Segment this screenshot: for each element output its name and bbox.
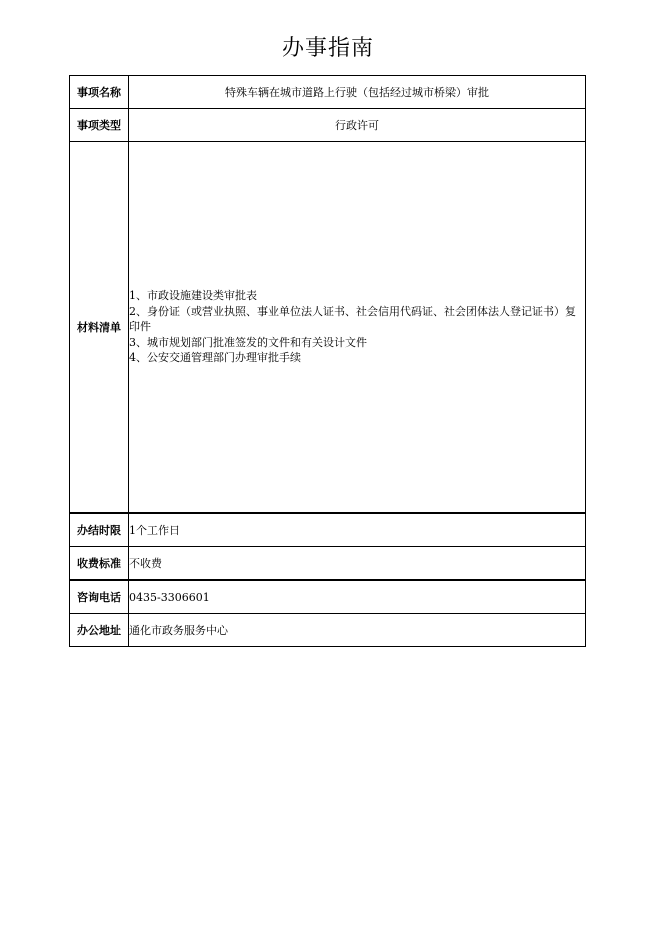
phone-value: 0435-3306601 <box>129 580 586 614</box>
item-type-value: 行政许可 <box>129 109 586 142</box>
time-limit-label: 办结时限 <box>70 513 129 547</box>
material-item: 3、城市规划部门批准签发的文件和有关设计文件 <box>129 335 367 349</box>
row-item-name <box>70 76 586 109</box>
fee-label: 收费标准 <box>70 547 129 581</box>
item-type-label: 事项类型 <box>70 109 129 142</box>
page-title: 办事指南 <box>281 36 374 61</box>
address-label: 办公地址 <box>70 614 129 647</box>
fee-value: 不收费 <box>129 547 586 581</box>
item-name-value: 特殊车辆在城市道路上行驶（包括经过城市桥梁）审批 <box>129 76 586 109</box>
item-name-label: 事项名称 <box>70 76 129 109</box>
row-address <box>70 614 586 647</box>
material-item: 2、身份证（或营业执照、事业单位法人证书、社会信用代码证、社会团体法人登记证书）复印件 <box>129 304 576 334</box>
materials-list <box>129 142 586 514</box>
material-item: 4、公安交通管理部门办理审批手续 <box>129 351 301 365</box>
phone-label: 咨询电话 <box>70 580 129 614</box>
service-guide-table <box>69 75 586 647</box>
row-phone <box>70 580 586 614</box>
row-item-type <box>70 109 586 142</box>
row-fee <box>70 547 586 581</box>
material-item: 1、市政设施建设类审批表 <box>129 289 257 303</box>
materials-label: 材料清单 <box>70 142 129 514</box>
address-value: 通化市政务服务中心 <box>129 614 586 647</box>
row-time-limit <box>70 513 586 547</box>
time-limit-value: 1个工作日 <box>129 513 586 547</box>
row-materials <box>70 142 586 514</box>
